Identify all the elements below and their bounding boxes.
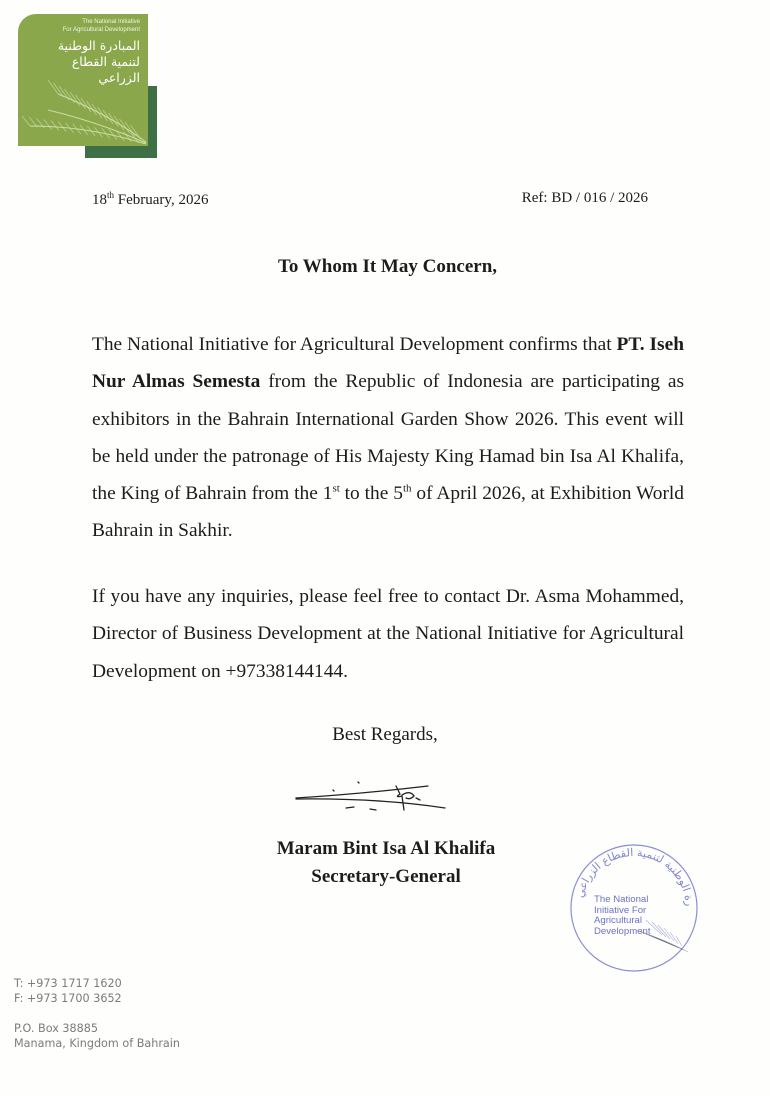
letter-salutation: To Whom It May Concern, <box>277 256 498 277</box>
logo-english-name <box>63 18 140 34</box>
logo-arabic-line: المبادرة الوطنية <box>57 38 140 53</box>
p1-text: to the 5 <box>339 483 403 505</box>
stamp-arabic-ring-text: رة الوطنية لتنمية القطاع الزراعي <box>573 845 697 907</box>
stamp-line: Agricultural <box>594 915 642 926</box>
footer-phone: T: +973 1717 1620 <box>14 977 122 990</box>
organization-logo <box>18 14 176 160</box>
date-month-year: February, 2026 <box>114 192 209 208</box>
ordinal-suffix: th <box>402 482 412 495</box>
logo-arabic-line: لتنمية القطاع <box>71 54 140 69</box>
date-day: 18 <box>92 192 107 208</box>
frond-leaf <box>58 122 66 132</box>
stamp-text <box>594 895 651 937</box>
date-suffix: th <box>107 190 115 200</box>
logo-arabic-line: الزراعي <box>98 70 140 85</box>
footer-fax: F: +973 1700 3652 <box>14 992 122 1005</box>
footer-city: Manama, Kingdom of Bahrain <box>14 1037 180 1050</box>
reference-number: Ref: BD / 016 / 2026 <box>521 190 648 206</box>
frond-leaf <box>44 119 52 129</box>
footer-po-box: P.O. Box 38885 <box>14 1022 98 1035</box>
footer-contact <box>14 976 122 1006</box>
closing: Best Regards, <box>332 724 438 745</box>
signatory-name: Maram Bint Isa Al Khalifa <box>276 838 496 859</box>
signatory-title: Secretary-General <box>311 866 461 887</box>
logo-arabic-name <box>58 38 140 86</box>
body-paragraph-2: If you have any inquiries, please feel free to contact Dr. Asma Mohammed, Director of Business Development at the National Initiative for Agricultural Development on +97338144144. <box>92 586 684 682</box>
body-paragraph-1 <box>92 326 684 550</box>
p1-text: from the Republic of Indonesia are participating as exhibitors in the Bahrain International Garden Show 2026. This event will be held under the patronage of His Majesty King Hamad bin Isa Al Khalifa, the King of Bahrain from the 1 <box>92 371 684 505</box>
stamp-line: The National <box>594 894 649 905</box>
signature <box>290 776 450 816</box>
footer-address <box>14 1021 180 1051</box>
company-name: PT. Iseh Nur Almas Semesta <box>92 334 684 393</box>
frond-leaf <box>37 118 45 128</box>
p1-text: of April 2026, at Exhibition World Bahrain in Sakhir. <box>92 483 684 542</box>
stamp-line: Development <box>594 925 651 937</box>
frond-leaf <box>22 116 30 126</box>
ordinal-suffix: st <box>332 482 340 495</box>
official-stamp <box>566 840 702 976</box>
logo-green-square <box>18 14 148 146</box>
stamp-line: Initiative For <box>594 904 647 916</box>
logo-english-line: For Agricultural Development <box>62 27 140 33</box>
letter-date <box>92 190 208 209</box>
logo-english-line: The National Initiative <box>82 19 140 25</box>
p1-text: The National Initiative for Agricultural Development confirms that <box>92 334 617 355</box>
frond-leaf <box>51 121 59 131</box>
